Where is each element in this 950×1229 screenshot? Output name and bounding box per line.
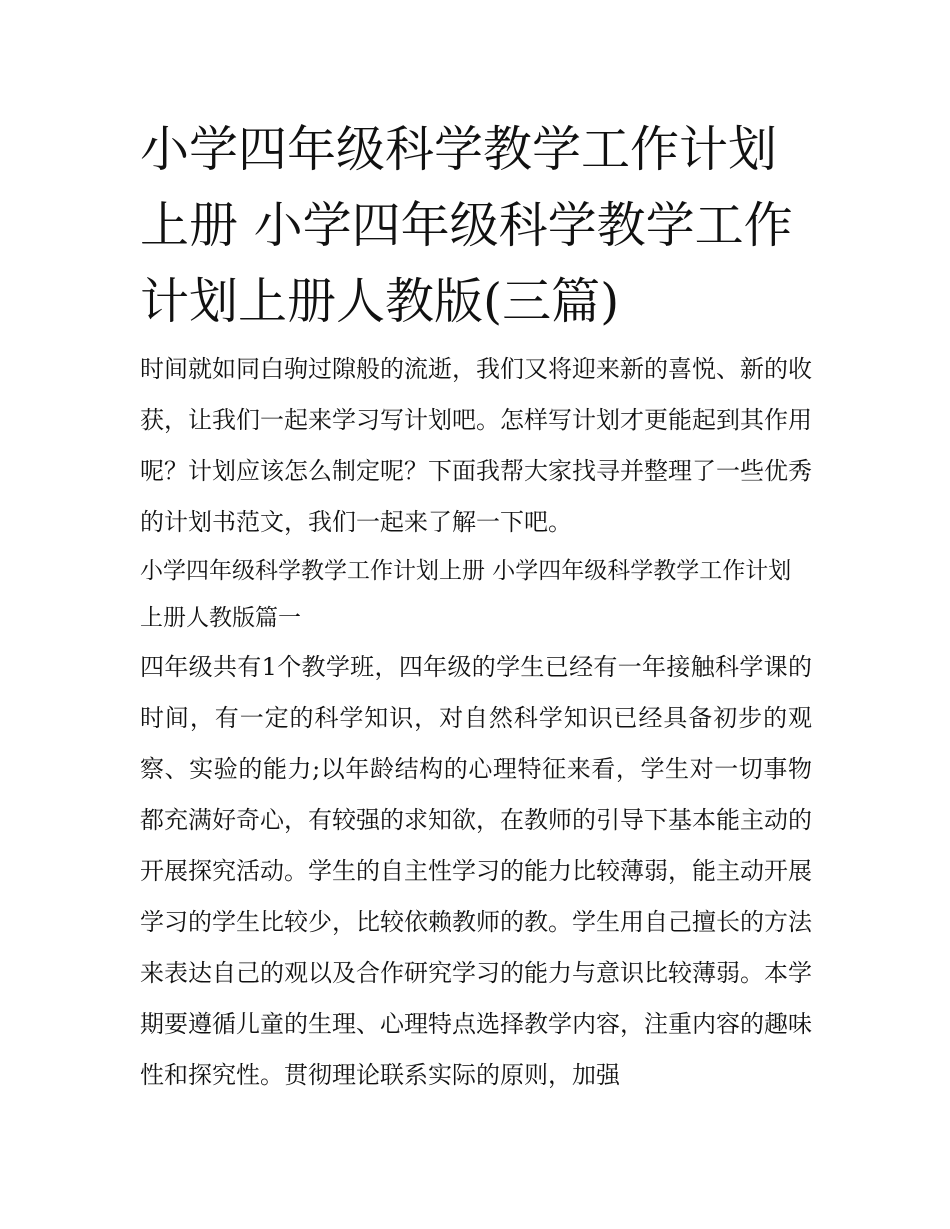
section-heading: 小学四年级科学教学工作计划上册 小学四年级科学教学工作计划上册人教版篇一 (140, 558, 792, 631)
intro-paragraph: 时间就如同白驹过隙般的流逝，我们又将迎来新的喜悦、新的收获，让我们一起来学习写计划吧。怎样写计划才更能起到其作用呢？计划应该怎么制定呢？下面我帮大家找寻并整理了一些优秀的计划书范文，我们一起来了解一下吧。 (140, 355, 812, 536)
body-paragraph: 四年级共有1个教学班，四年级的学生已经有一年接触科学课的时间，有一定的科学知识，对自然科学知识已经具备初步的观察、实验的能力;以年龄结构的心理特征来看，学生对一切事物都充满好奇心，有较强的求知欲，在教师的引导下基本能主动的开展探究活动。学生的自主性学习的能力比较薄弱，能主动开展学习的学生比较少，比较依赖教师的教。学生用自己擅长的方法来表达自己的观以及合作研究学习的能力与意识比较薄弱。本学期要遵循儿童的生理、心理特点选择教学内容，注重内容的趣味性和探究性。贯彻理论联系实际的原则，加强 (140, 653, 812, 1089)
document-title: 小学四年级科学教学工作计划上册 小学四年级科学教学工作计划上册人教版(三篇) (140, 121, 793, 330)
document-content (140, 112, 812, 1101)
